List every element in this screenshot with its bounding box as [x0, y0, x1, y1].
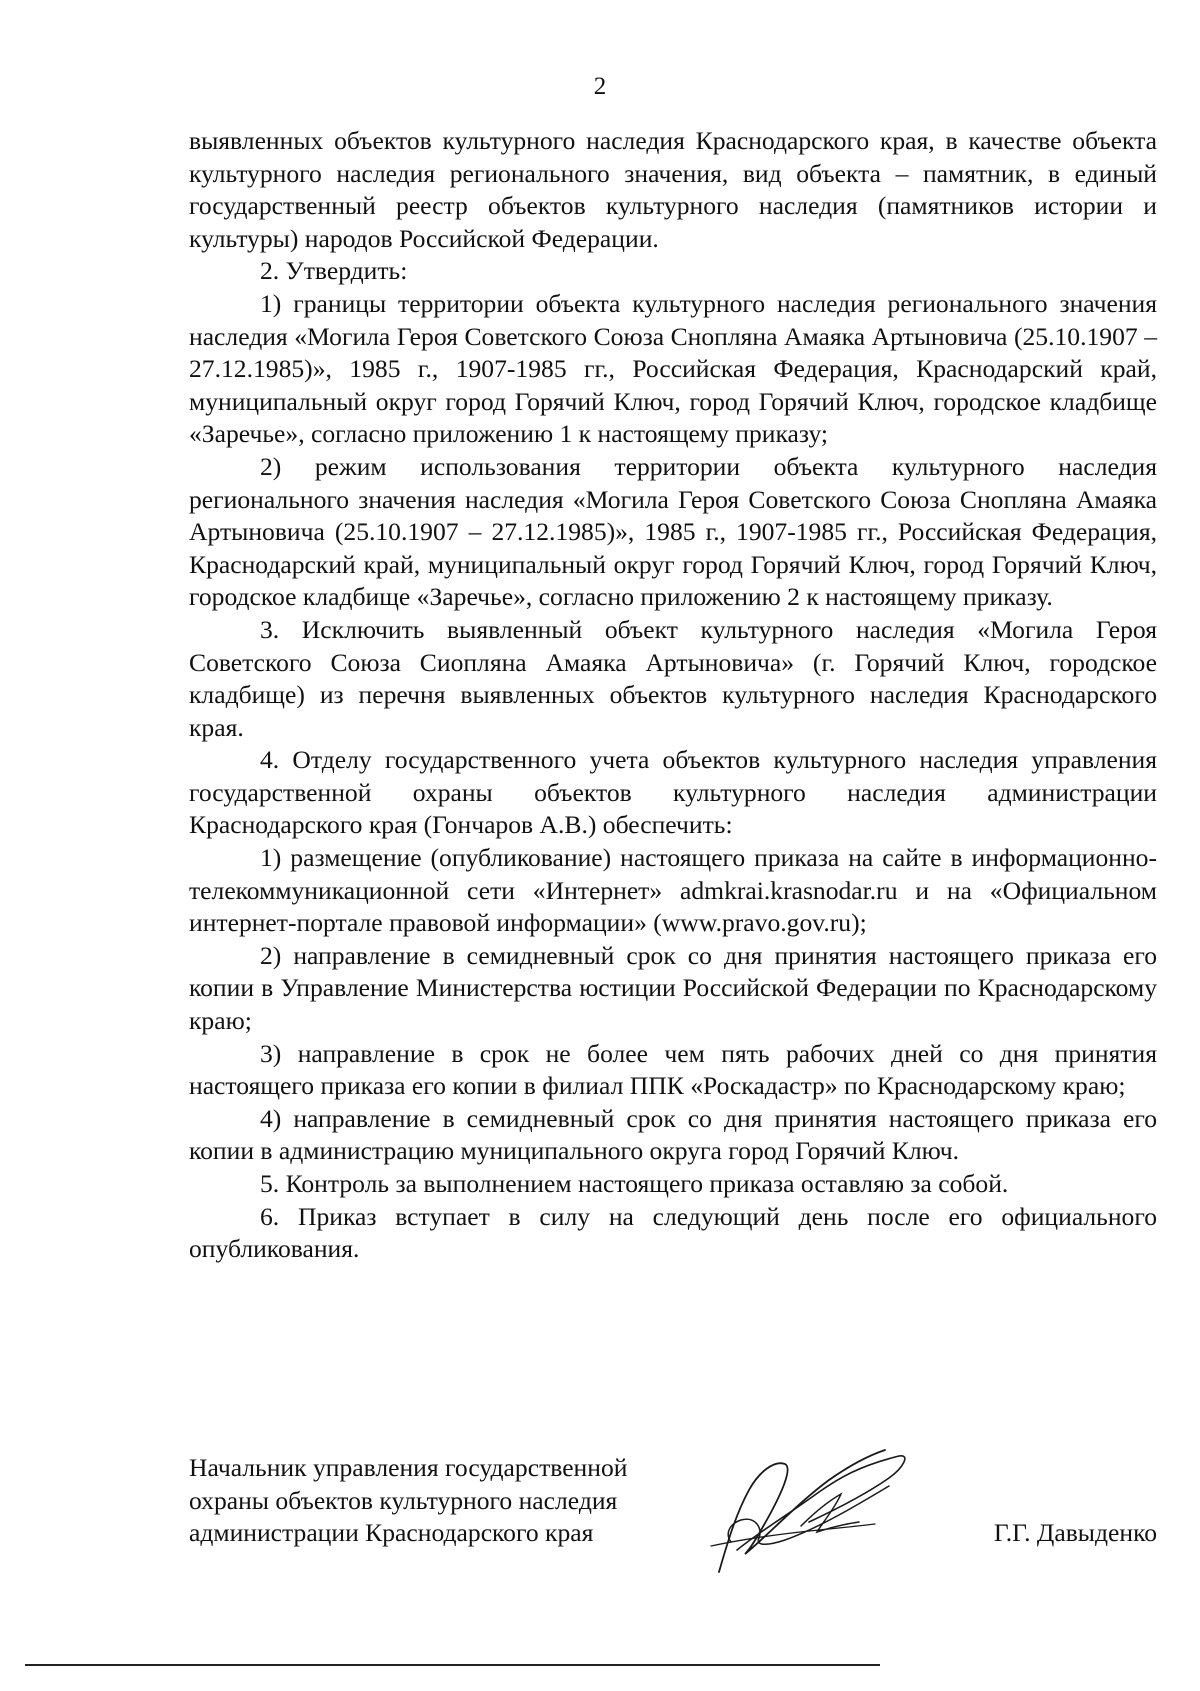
signer-title-line: Начальник управления государственной	[189, 1453, 628, 1482]
footer-divider	[25, 1664, 880, 1666]
signature-block	[189, 1452, 1157, 1592]
paragraph-continuation: выявленных объектов культурного наследия Краснодарского края, в качестве объекта культурного наследия регионального значения, вид объекта – памятник, в единый государственный реестр объектов культурного наследия (памятников истории и культуры) народов Российской Федерации.	[189, 126, 1157, 253]
paragraph-item-4-3: 3) направление в срок не более чем пять рабочих дней со дня принятия настоящего приказа его копии в филиал ППК «Роскадастр» по Краснодарскому краю;	[189, 1038, 1157, 1101]
paragraph-item-4-1: 1) размещение (опубликование) настоящего приказа на сайте в информационно-телекоммуникационной сети «Интернет» admkrai.krasnodar.ru и на «Официальном интернет-портале правовой информации» (www.pravo.gov.ru);	[189, 843, 1157, 938]
signer-title-line: администрации Краснодарского края	[189, 1518, 594, 1548]
signer-title	[189, 1452, 709, 1550]
paragraph-item-4-2: 2) направление в семидневный срок со дня принятия настоящего приказа его копии в Управление Министерства юстиции Российской Федерации по Краснодарскому краю;	[189, 940, 1157, 1036]
paragraph-item-5: 5. Контроль за выполнением настоящего приказа оставляю за собой.	[260, 1169, 1009, 1198]
paragraph-item-4-4: 4) направление в семидневный срок со дня принятия настоящего приказа его копии в администрацию муниципального округа город Горячий Ключ.	[189, 1103, 1157, 1166]
signer-title-line: охраны объектов культурного наследия	[189, 1485, 618, 1515]
paragraph-item-2: 2. Утвердить:	[260, 256, 408, 286]
page-number: 2	[593, 73, 607, 100]
paragraph-item-2-2: 2) режим использования территории объекта культурного наследия регионального значения наследия «Могила Героя Советского Союза Снопляна Амаяка Артыновича (25.10.1907 – 27.12.1985)», 1985 г., 1907-1985 гг., Российская Федерация, Краснодарский край, муниципальный округ город Горячий Ключ, город Горячий Ключ, городское кладбище «Заречье», согласно приложению 2 к настоящему приказу.	[189, 451, 1157, 612]
handwritten-signature	[689, 1442, 919, 1582]
paragraph-item-2-1: 1) границы территории объекта культурного наследия регионального значения наследия «Могила Героя Советского Союза Снопляна Амаяка Артыновича (25.10.1907 – 27.12.1985)», 1985 г., 1907-1985 гг., Российская Федерация, Краснодарский край, муниципальный округ город Горячий Ключ, город Горячий Ключ, городское кладбище «Заречье», согласно приложению 1 к настоящему приказу;	[189, 288, 1157, 449]
paragraph-item-3: 3. Исключить выявленный объект культурного наследия «Могила Героя Советского Союза Сиопляна Амаяка Артыновича» (г. Горячий Ключ, городское кладбище) из перечня выявленных объектов культурного наследия Краснодарского края.	[189, 614, 1157, 742]
signer-name: Г.Г. Давыденко	[993, 1518, 1157, 1547]
document-body	[189, 125, 1157, 1266]
paragraph-item-6: 6. Приказ вступает в силу на следующий день после его официального опубликования.	[189, 1201, 1157, 1264]
paragraph-item-4: 4. Отделу государственного учета объектов культурного наследия управления государственной охраны объектов культурного наследия администрации Краснодарского края (Гончаров А.В.) обеспечить:	[189, 745, 1157, 840]
